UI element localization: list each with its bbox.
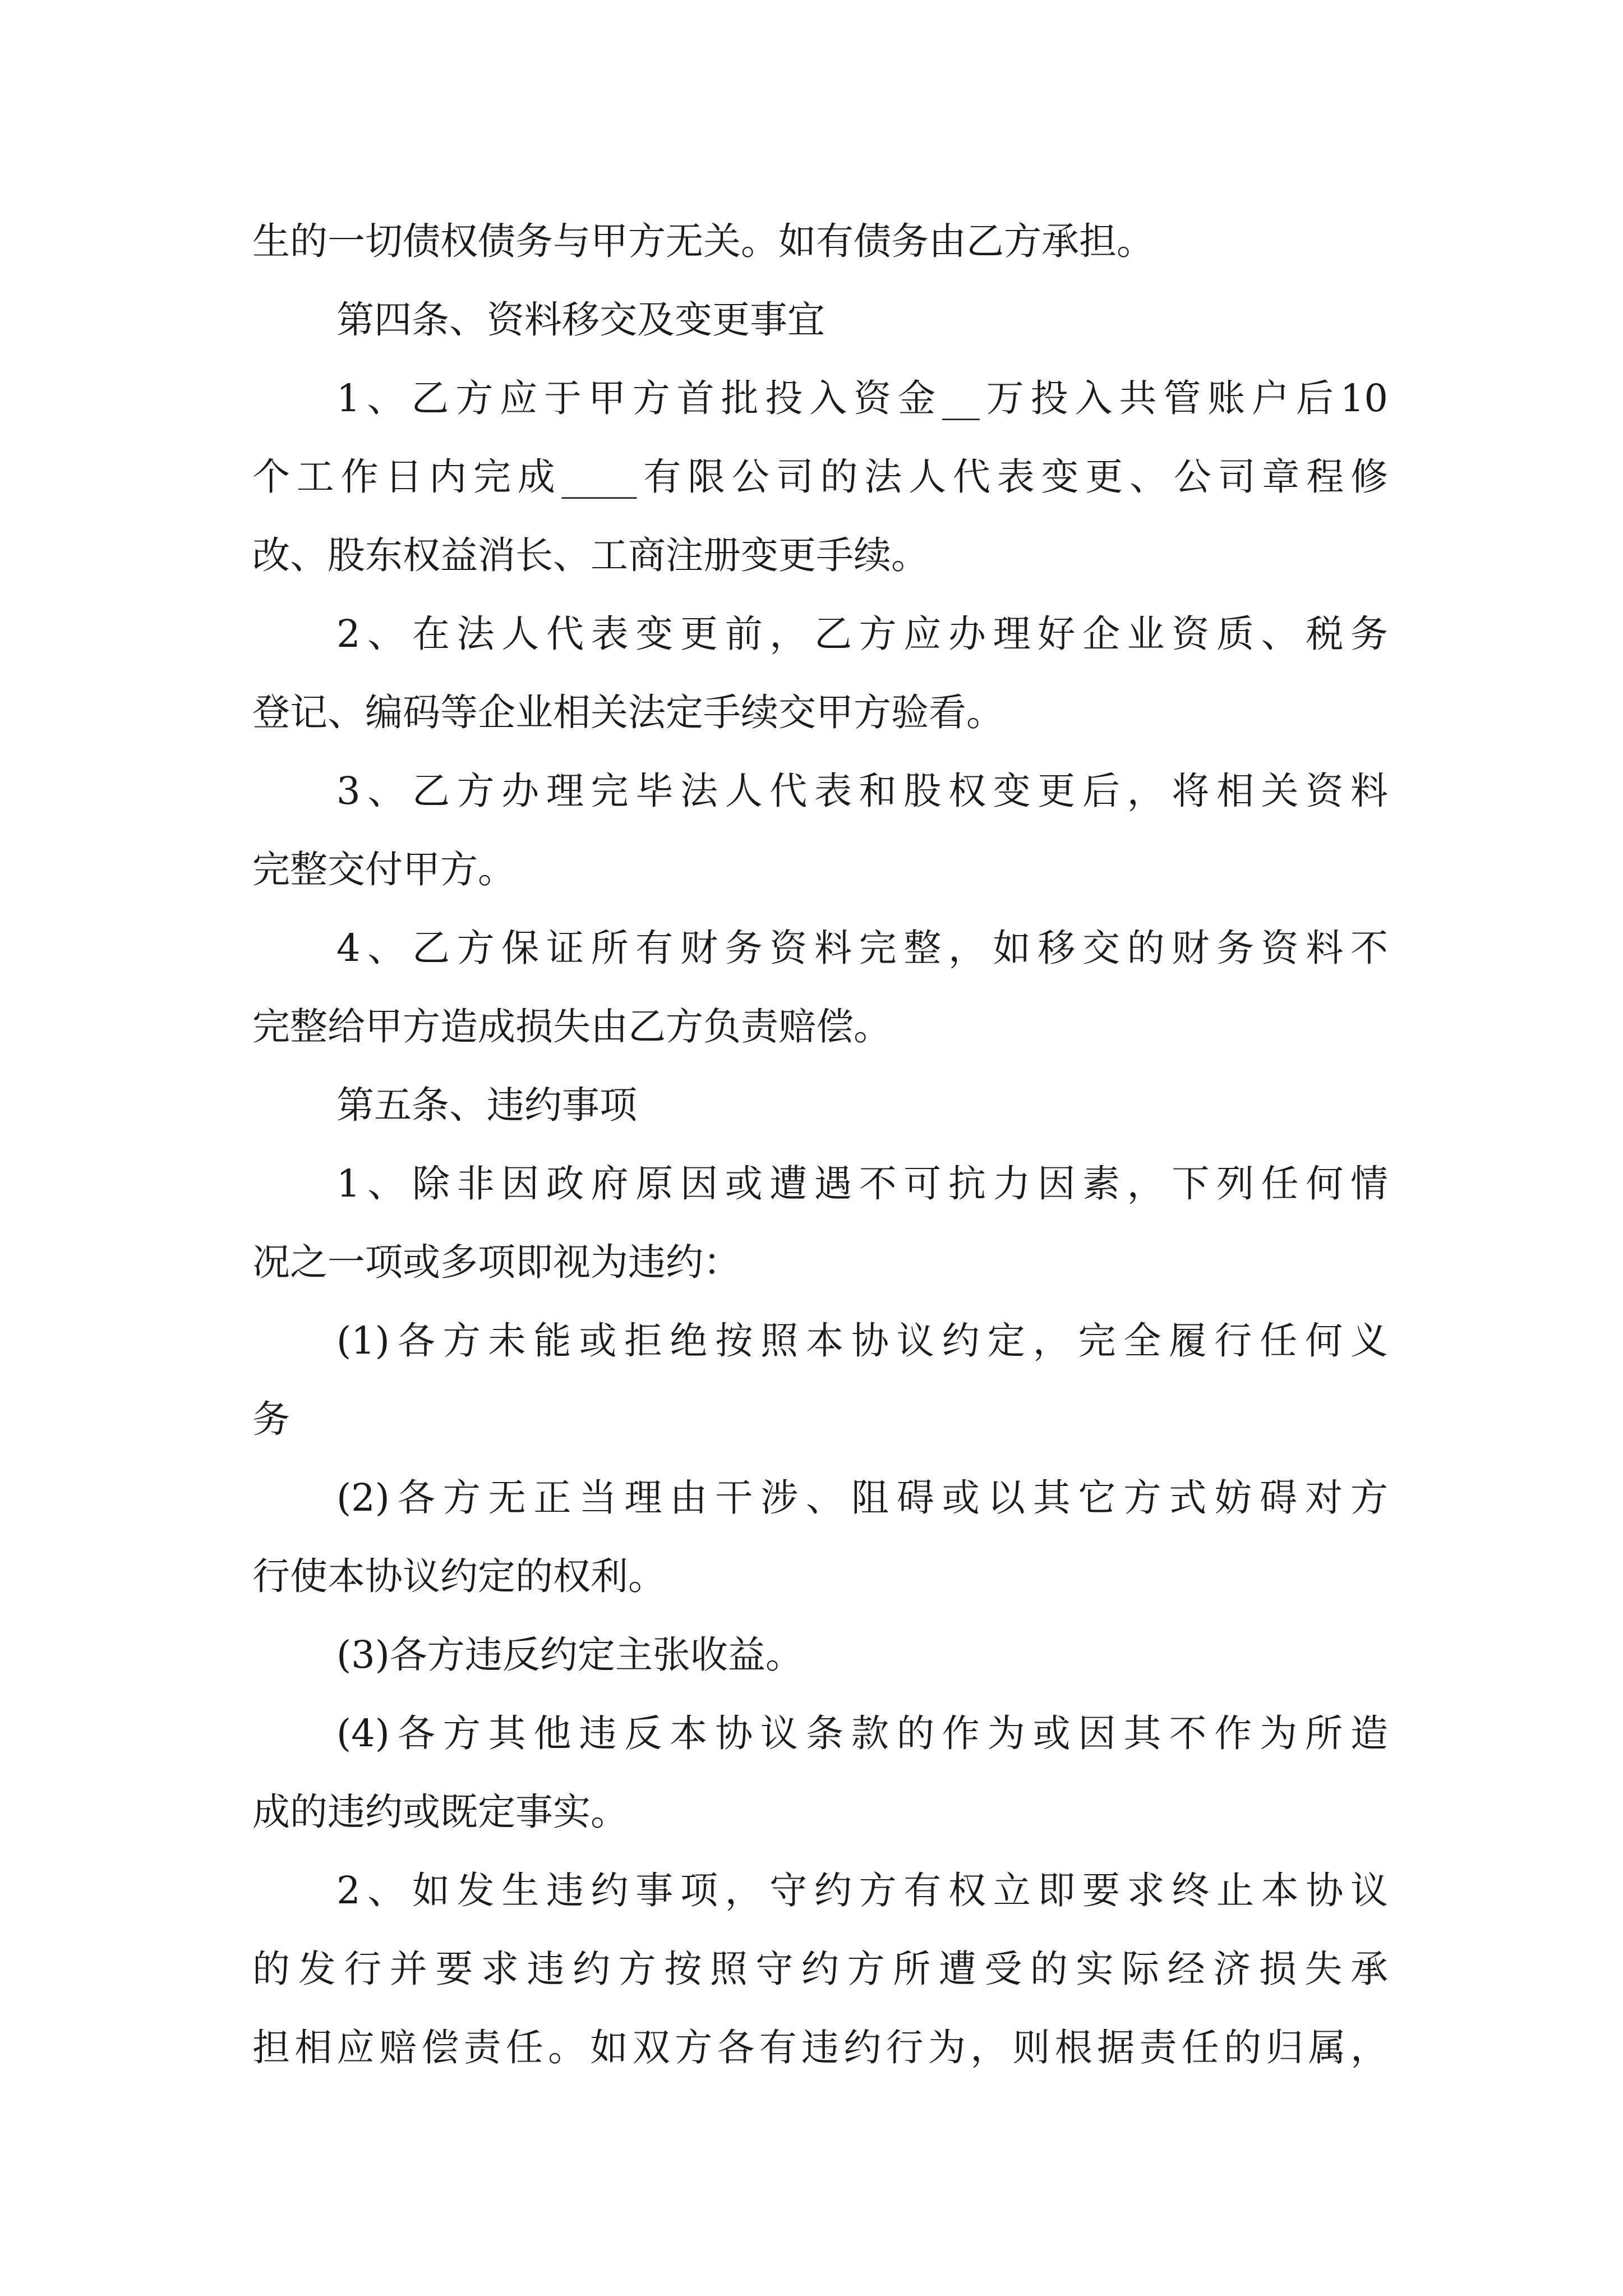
text-line: (3)各方违反约定主张收益。 [336,1633,803,1677]
text-line: 登记、编码等企业相关法定手续交甲方验看。 [252,691,1004,734]
text-line: 担相应赔偿责任。如双方各有违约行为，则根据责任的归属， [252,2026,1388,2069]
text-line: 1、乙方应于甲方首批投入资金__万投入共管账户后10 [336,376,1388,420]
text-line: 改、股东权益消长、工商注册变更手续。 [252,533,929,577]
text-line: 2、如发生违约事项，守约方有权立即要求终止本协议 [336,1869,1388,1912]
text-line: (4)各方其他违反本协议条款的作为或因其不作为所造 [336,1711,1388,1755]
text-line: (2)各方无正当理由干涉、阻碍或以其它方式妨碍对方 [336,1476,1388,1520]
text-line: 个工作日内完成____有限公司的法人代表变更、公司章程修 [252,455,1388,499]
text-line: 2、在法人代表变更前，乙方应办理好企业资质、税务 [336,612,1388,656]
text-line: 4、乙方保证所有财务资料完整，如移交的财务资料不 [336,926,1388,970]
text-line: 生的一切债权债务与甲方无关。如有债务由乙方承担。 [252,219,1154,263]
text-line: 完整交付甲方。 [252,848,515,891]
text-line: 成的违约或既定事实。 [252,1790,628,1834]
section-heading: 第五条、违约事项 [336,1083,637,1127]
text-line: 3、乙方办理完毕法人代表和股权变更后，将相关资料 [336,769,1388,813]
text-line: 行使本协议约定的权利。 [252,1554,666,1598]
text-line: 务 [252,1397,290,1441]
text-line: 况之一项或多项即视为违约： [252,1240,741,1284]
text-line: (1)各方未能或拒绝按照本协议约定，完全履行任何义 [336,1319,1388,1363]
text-line: 的发行并要求违约方按照守约方所遭受的实际经济损失承 [252,1947,1388,1991]
section-heading: 第四条、资料移交及变更事宜 [336,298,825,342]
text-line: 完整给甲方造成损失由乙方负责赔偿。 [252,1005,891,1048]
text-line: 1、除非因政府原因或遭遇不可抗力因素，下列任何情 [336,1162,1388,1205]
